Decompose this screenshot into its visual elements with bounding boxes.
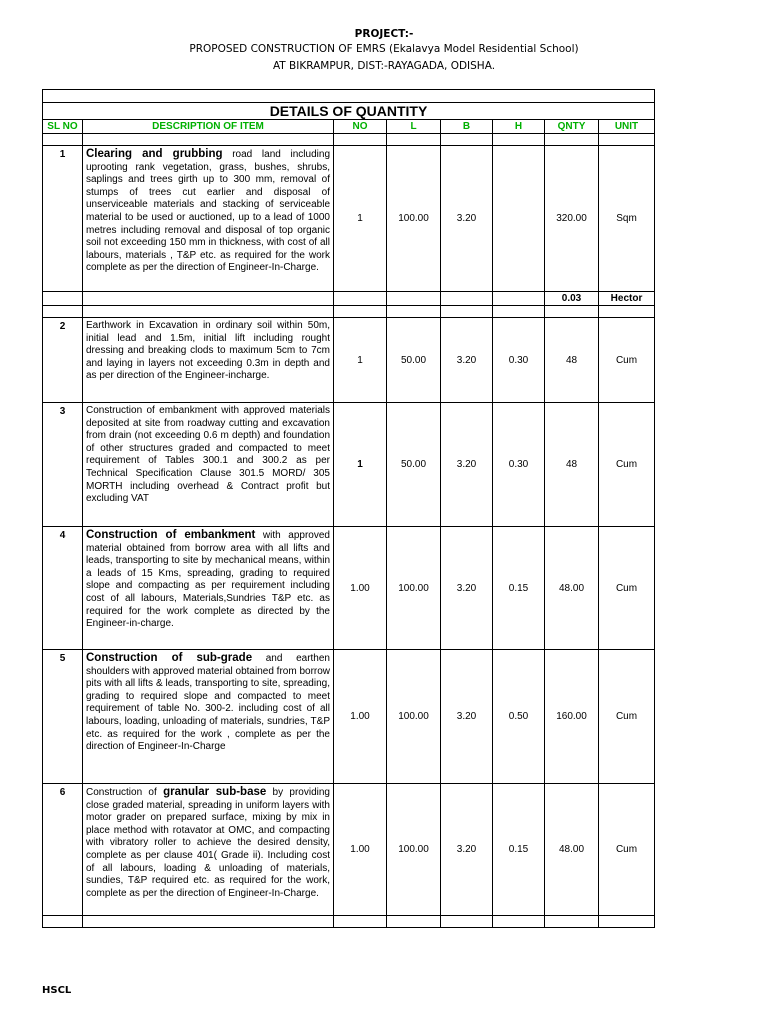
table-title: DETAILS OF QUANTITY (43, 103, 655, 120)
row-sl: 1 (43, 146, 83, 292)
table-row (43, 146, 655, 292)
col-b: B (441, 120, 493, 134)
row-qnty: 160.00 (545, 650, 599, 784)
row-description: Clearing and grubbing road land including uprooting rank vegetation, grass, bushes, shrubs, saplings and trees girth up to 300 mm, removal of stumps of trees cut earlier and disposal of unserviceable materials and stacking of serviceable material to be used or auctioned, up to a lead of 1000 metres including removal and disposal of top organic soil not exceeding 150 mm in thickness, with cost of all labours, materials , T&P etc. as required for the work complete as per the direction of Engineer-In-Charge. (83, 146, 334, 292)
row-l: 100.00 (387, 650, 441, 784)
row-no: 1 (334, 403, 387, 527)
row-description: Construction of sub-grade and earthen shoulders with approved material obtained from borrow pits with all lifts & leads, transporting to site, spreading, grading to required slope and compacted to meet requirement of table No. 300-2. including cost of all labours, loading, unloading of materials, sundries, T&P etc. as required for the work , complete as per the direction of Engineer-In-Charge (83, 650, 334, 784)
row-sl: 6 (43, 784, 83, 916)
row-h: 0.30 (493, 403, 545, 527)
row-unit: Cum (599, 527, 655, 650)
table-row (43, 784, 655, 916)
row-b: 3.20 (441, 650, 493, 784)
table-row (43, 527, 655, 650)
row-b: 3.20 (441, 146, 493, 292)
row-qnty: 320.00 (545, 146, 599, 292)
column-header-row (43, 120, 655, 134)
row-qnty: 48 (545, 403, 599, 527)
row-h: 0.15 (493, 784, 545, 916)
col-no: NO (334, 120, 387, 134)
project-location: AT BIKRAMPUR, DIST:-RAYAGADA, ODISHA. (272, 60, 496, 72)
col-qnty: QNTY (545, 120, 599, 134)
row-unit: Cum (599, 784, 655, 916)
row-unit: Cum (599, 403, 655, 527)
row-qnty: 48.00 (545, 527, 599, 650)
col-l: L (387, 120, 441, 134)
row-l: 100.00 (387, 146, 441, 292)
row-b: 3.20 (441, 527, 493, 650)
row-unit: Cum (599, 650, 655, 784)
project-title: PROPOSED CONSTRUCTION OF EMRS (Ekalavya Model Residential School) (189, 43, 579, 55)
row-sl: 2 (43, 318, 83, 403)
row-h: 0.30 (493, 318, 545, 403)
row-h: 0.15 (493, 527, 545, 650)
row-qnty: 48 (545, 318, 599, 403)
row-sl: 3 (43, 403, 83, 527)
row-unit: Cum (599, 318, 655, 403)
row-description: Construction of embankment with approved material obtained from borrow area with all lifts and leads, transporting to site by mechanical means, within a leads of 15 Kms, spreading, grading to required slope and compacting as per requirement including cost of all labours, Materials,Sundries T&P etc. as required for the work complete as directed by the Engineer-in-charge. (83, 527, 334, 650)
table-row-subtotal (43, 292, 655, 306)
col-unit: UNIT (599, 120, 655, 134)
row-b: 3.20 (441, 784, 493, 916)
row-no: 1.00 (334, 650, 387, 784)
row-no: 1 (334, 146, 387, 292)
col-h: H (493, 120, 545, 134)
table-row (43, 403, 655, 527)
row-sl: 5 (43, 650, 83, 784)
row-sl: 4 (43, 527, 83, 650)
row-l: 50.00 (387, 403, 441, 527)
spacer-row (43, 916, 655, 928)
blank-row (43, 90, 655, 103)
row-l: 100.00 (387, 527, 441, 650)
col-description: DESCRIPTION OF ITEM (83, 120, 334, 134)
row-extra-unit: Hector (599, 292, 655, 306)
table-row (43, 650, 655, 784)
row-no: 1.00 (334, 784, 387, 916)
row-description: Earthwork in Excavation in ordinary soil within 50m, initial lead and 1.5m, initial lift including rought dressing and breaking clods to maximum 5cm to 7cm and laying in layers not exceeding 0.3m in depth and as per direction of the Engineer-incharge. (83, 318, 334, 403)
row-l: 50.00 (387, 318, 441, 403)
col-sl-no: SL NO (43, 120, 83, 134)
row-description: Construction of embankment with approved materials deposited at site from roadway cutting and excavation from drain (not exceeding 0.6 m depth) and foundation of other structures graded and compacted to meet requirement of Tables 300.1 and 300.2 as per Technical Specification Clause 301.5 MORD/ 305 MORTH including overhead & Contract profit but excluding VAT (83, 403, 334, 527)
row-no: 1.00 (334, 527, 387, 650)
row-no: 1 (334, 318, 387, 403)
spacer-row (43, 134, 655, 146)
project-label: PROJECT:- (354, 28, 414, 40)
row-qnty: 48.00 (545, 784, 599, 916)
row-l: 100.00 (387, 784, 441, 916)
row-h: 0.50 (493, 650, 545, 784)
spacer-row (43, 306, 655, 318)
footer-label: HSCL (42, 985, 72, 996)
table-row (43, 318, 655, 403)
row-unit: Sqm (599, 146, 655, 292)
quantity-table (42, 89, 655, 928)
row-description: Construction of granular sub-base by providing close graded material, spreading in uniform layers with motor grader on prepared surface, mixing by mix in place method with rotavator at OMC, and compacting with vibratory roller to achieve the desired density, complete as per clause 401( Grade ii). Including cost of all labours, loading & unloading of materials, sundies, T&P required etc. as required for the work, complete as per the direction of Engineer-In-Charge. (83, 784, 334, 916)
row-extra-qnty: 0.03 (545, 292, 599, 306)
table-title-row (43, 103, 655, 120)
row-b: 3.20 (441, 318, 493, 403)
row-h (493, 146, 545, 292)
row-b: 3.20 (441, 403, 493, 527)
